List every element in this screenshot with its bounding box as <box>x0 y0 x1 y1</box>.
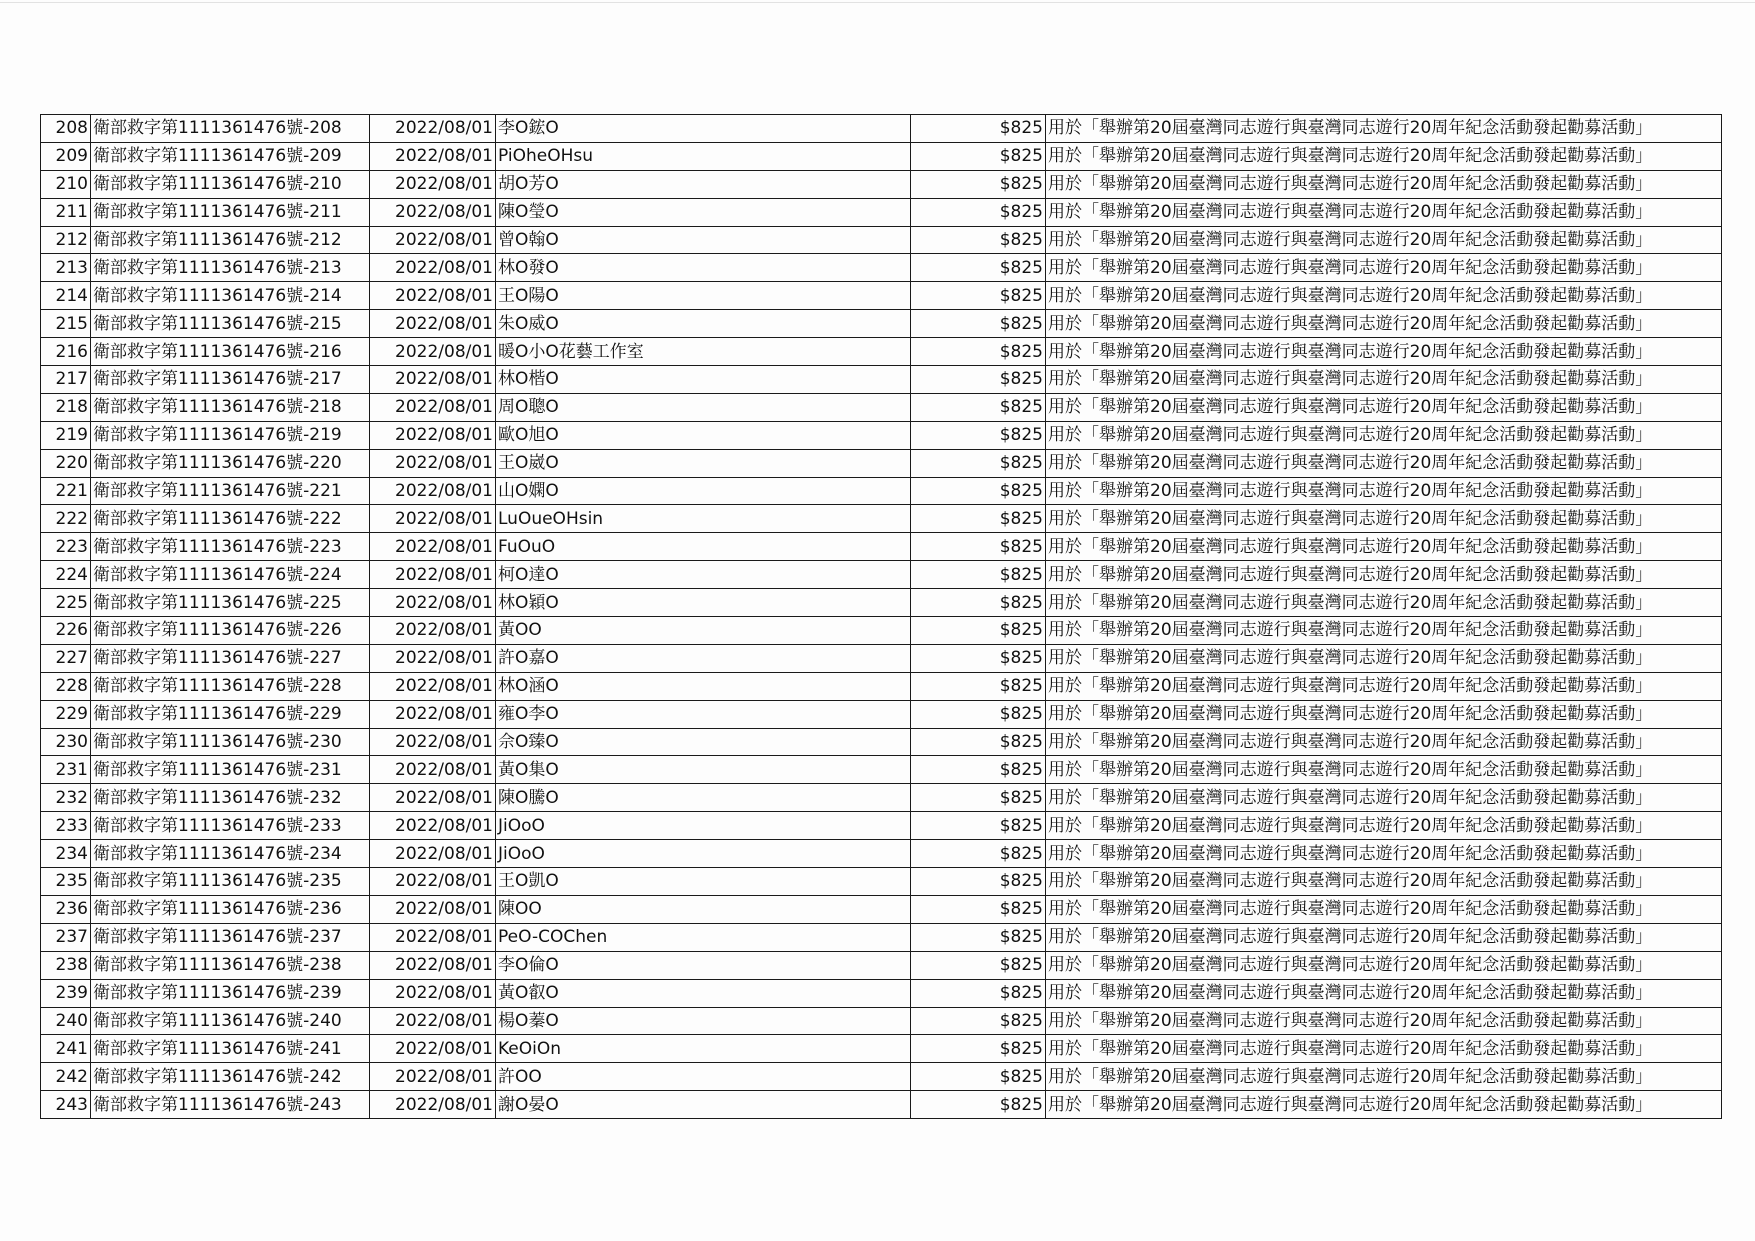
table-row <box>41 868 1722 896</box>
serial-number-cell: 239 <box>41 979 91 1007</box>
amount-cell: $825 <box>911 505 1046 533</box>
amount-cell: $825 <box>911 254 1046 282</box>
amount-cell: $825 <box>911 393 1046 421</box>
serial-number-cell: 242 <box>41 1063 91 1091</box>
table-row <box>41 561 1722 589</box>
purpose-cell: 用於「舉辦第20屆臺灣同志遊行與臺灣同志遊行20周年紀念活動發起勸募活動」 <box>1046 644 1722 672</box>
purpose-cell: 用於「舉辦第20屆臺灣同志遊行與臺灣同志遊行20周年紀念活動發起勸募活動」 <box>1046 142 1722 170</box>
serial-number-cell: 220 <box>41 449 91 477</box>
table-row <box>41 728 1722 756</box>
serial-number-cell: 209 <box>41 142 91 170</box>
donor-name-cell: 許O嘉O <box>496 644 911 672</box>
donor-name-cell: 周O聰O <box>496 393 911 421</box>
table-row <box>41 1063 1722 1091</box>
table-row <box>41 338 1722 366</box>
donor-name-cell: 林O涵O <box>496 672 911 700</box>
date-cell: 2022/08/01 <box>370 226 496 254</box>
date-cell: 2022/08/01 <box>370 951 496 979</box>
receipt-number-cell: 衛部救字第1111361476號-224 <box>91 561 370 589</box>
date-cell: 2022/08/01 <box>370 393 496 421</box>
receipt-number-cell: 衛部救字第1111361476號-235 <box>91 868 370 896</box>
donor-name-cell: 王O凱O <box>496 868 911 896</box>
purpose-cell: 用於「舉辦第20屆臺灣同志遊行與臺灣同志遊行20周年紀念活動發起勸募活動」 <box>1046 617 1722 645</box>
receipt-number-cell: 衛部救字第1111361476號-236 <box>91 895 370 923</box>
amount-cell: $825 <box>911 115 1046 143</box>
donor-name-cell: 黃O叡O <box>496 979 911 1007</box>
receipt-number-cell: 衛部救字第1111361476號-212 <box>91 226 370 254</box>
date-cell: 2022/08/01 <box>370 756 496 784</box>
receipt-number-cell: 衛部救字第1111361476號-223 <box>91 533 370 561</box>
date-cell: 2022/08/01 <box>370 505 496 533</box>
receipt-number-cell: 衛部救字第1111361476號-228 <box>91 672 370 700</box>
date-cell: 2022/08/01 <box>370 533 496 561</box>
date-cell: 2022/08/01 <box>370 198 496 226</box>
donor-name-cell: 許OO <box>496 1063 911 1091</box>
purpose-cell: 用於「舉辦第20屆臺灣同志遊行與臺灣同志遊行20周年紀念活動發起勸募活動」 <box>1046 533 1722 561</box>
serial-number-cell: 236 <box>41 895 91 923</box>
amount-cell: $825 <box>911 449 1046 477</box>
table-row <box>41 533 1722 561</box>
purpose-cell: 用於「舉辦第20屆臺灣同志遊行與臺灣同志遊行20周年紀念活動發起勸募活動」 <box>1046 784 1722 812</box>
table-row <box>41 198 1722 226</box>
receipt-number-cell: 衛部救字第1111361476號-221 <box>91 477 370 505</box>
receipt-number-cell: 衛部救字第1111361476號-226 <box>91 617 370 645</box>
donor-name-cell: 謝O晏O <box>496 1091 911 1119</box>
amount-cell: $825 <box>911 784 1046 812</box>
donor-name-cell: 黃OO <box>496 617 911 645</box>
purpose-cell: 用於「舉辦第20屆臺灣同志遊行與臺灣同志遊行20周年紀念活動發起勸募活動」 <box>1046 338 1722 366</box>
donor-name-cell: 王O崴O <box>496 449 911 477</box>
donor-name-cell: 曾O翰O <box>496 226 911 254</box>
donor-name-cell: PiOheOHsu <box>496 142 911 170</box>
table-row <box>41 840 1722 868</box>
serial-number-cell: 233 <box>41 812 91 840</box>
purpose-cell: 用於「舉辦第20屆臺灣同志遊行與臺灣同志遊行20周年紀念活動發起勸募活動」 <box>1046 868 1722 896</box>
donor-name-cell: FuOuO <box>496 533 911 561</box>
donor-name-cell: 黃O集O <box>496 756 911 784</box>
amount-cell: $825 <box>911 1063 1046 1091</box>
donor-name-cell: 陳O騰O <box>496 784 911 812</box>
table-row <box>41 589 1722 617</box>
date-cell: 2022/08/01 <box>370 868 496 896</box>
donor-name-cell: 楊O蓁O <box>496 1007 911 1035</box>
table-row <box>41 979 1722 1007</box>
amount-cell: $825 <box>911 170 1046 198</box>
amount-cell: $825 <box>911 477 1046 505</box>
amount-cell: $825 <box>911 923 1046 951</box>
serial-number-cell: 231 <box>41 756 91 784</box>
date-cell: 2022/08/01 <box>370 1091 496 1119</box>
serial-number-cell: 232 <box>41 784 91 812</box>
serial-number-cell: 225 <box>41 589 91 617</box>
receipt-number-cell: 衛部救字第1111361476號-238 <box>91 951 370 979</box>
purpose-cell: 用於「舉辦第20屆臺灣同志遊行與臺灣同志遊行20周年紀念活動發起勸募活動」 <box>1046 226 1722 254</box>
donor-name-cell: 陳OO <box>496 895 911 923</box>
date-cell: 2022/08/01 <box>370 366 496 394</box>
table-row <box>41 170 1722 198</box>
date-cell: 2022/08/01 <box>370 338 496 366</box>
date-cell: 2022/08/01 <box>370 421 496 449</box>
table-row <box>41 366 1722 394</box>
serial-number-cell: 223 <box>41 533 91 561</box>
receipt-number-cell: 衛部救字第1111361476號-237 <box>91 923 370 951</box>
amount-cell: $825 <box>911 282 1046 310</box>
amount-cell: $825 <box>911 895 1046 923</box>
serial-number-cell: 219 <box>41 421 91 449</box>
date-cell: 2022/08/01 <box>370 700 496 728</box>
amount-cell: $825 <box>911 1035 1046 1063</box>
date-cell: 2022/08/01 <box>370 840 496 868</box>
donor-name-cell: 雍O李O <box>496 700 911 728</box>
amount-cell: $825 <box>911 421 1046 449</box>
date-cell: 2022/08/01 <box>370 728 496 756</box>
serial-number-cell: 222 <box>41 505 91 533</box>
table-row <box>41 1035 1722 1063</box>
table-row <box>41 672 1722 700</box>
receipt-number-cell: 衛部救字第1111361476號-227 <box>91 644 370 672</box>
donor-name-cell: 歐O旭O <box>496 421 911 449</box>
donor-name-cell: 王O陽O <box>496 282 911 310</box>
amount-cell: $825 <box>911 868 1046 896</box>
amount-cell: $825 <box>911 700 1046 728</box>
amount-cell: $825 <box>911 561 1046 589</box>
table-row <box>41 644 1722 672</box>
table-row <box>41 923 1722 951</box>
donor-name-cell: 李O倫O <box>496 951 911 979</box>
purpose-cell: 用於「舉辦第20屆臺灣同志遊行與臺灣同志遊行20周年紀念活動發起勸募活動」 <box>1046 561 1722 589</box>
receipt-number-cell: 衛部救字第1111361476號-217 <box>91 366 370 394</box>
amount-cell: $825 <box>911 589 1046 617</box>
receipt-number-cell: 衛部救字第1111361476號-241 <box>91 1035 370 1063</box>
table-row <box>41 951 1722 979</box>
receipt-number-cell: 衛部救字第1111361476號-230 <box>91 728 370 756</box>
donor-name-cell: 林O穎O <box>496 589 911 617</box>
table-row <box>41 421 1722 449</box>
amount-cell: $825 <box>911 728 1046 756</box>
serial-number-cell: 227 <box>41 644 91 672</box>
table-row <box>41 700 1722 728</box>
amount-cell: $825 <box>911 1091 1046 1119</box>
date-cell: 2022/08/01 <box>370 282 496 310</box>
table-row <box>41 1091 1722 1119</box>
purpose-cell: 用於「舉辦第20屆臺灣同志遊行與臺灣同志遊行20周年紀念活動發起勸募活動」 <box>1046 672 1722 700</box>
date-cell: 2022/08/01 <box>370 1035 496 1063</box>
serial-number-cell: 230 <box>41 728 91 756</box>
receipt-number-cell: 衛部救字第1111361476號-222 <box>91 505 370 533</box>
purpose-cell: 用於「舉辦第20屆臺灣同志遊行與臺灣同志遊行20周年紀念活動發起勸募活動」 <box>1046 282 1722 310</box>
receipt-number-cell: 衛部救字第1111361476號-229 <box>91 700 370 728</box>
donor-name-cell: 山O嫻O <box>496 477 911 505</box>
purpose-cell: 用於「舉辦第20屆臺灣同志遊行與臺灣同志遊行20周年紀念活動發起勸募活動」 <box>1046 979 1722 1007</box>
date-cell: 2022/08/01 <box>370 254 496 282</box>
receipt-number-cell: 衛部救字第1111361476號-216 <box>91 338 370 366</box>
amount-cell: $825 <box>911 812 1046 840</box>
purpose-cell: 用於「舉辦第20屆臺灣同志遊行與臺灣同志遊行20周年紀念活動發起勸募活動」 <box>1046 951 1722 979</box>
serial-number-cell: 216 <box>41 338 91 366</box>
date-cell: 2022/08/01 <box>370 477 496 505</box>
serial-number-cell: 212 <box>41 226 91 254</box>
receipt-number-cell: 衛部救字第1111361476號-243 <box>91 1091 370 1119</box>
purpose-cell: 用於「舉辦第20屆臺灣同志遊行與臺灣同志遊行20周年紀念活動發起勸募活動」 <box>1046 170 1722 198</box>
serial-number-cell: 229 <box>41 700 91 728</box>
serial-number-cell: 208 <box>41 115 91 143</box>
amount-cell: $825 <box>911 198 1046 226</box>
amount-cell: $825 <box>911 142 1046 170</box>
date-cell: 2022/08/01 <box>370 617 496 645</box>
date-cell: 2022/08/01 <box>370 979 496 1007</box>
scan-edge-line <box>0 2 1755 3</box>
amount-cell: $825 <box>911 979 1046 1007</box>
serial-number-cell: 215 <box>41 310 91 338</box>
date-cell: 2022/08/01 <box>370 449 496 477</box>
receipt-number-cell: 衛部救字第1111361476號-234 <box>91 840 370 868</box>
table-row <box>41 226 1722 254</box>
purpose-cell: 用於「舉辦第20屆臺灣同志遊行與臺灣同志遊行20周年紀念活動發起勸募活動」 <box>1046 505 1722 533</box>
date-cell: 2022/08/01 <box>370 1063 496 1091</box>
serial-number-cell: 217 <box>41 366 91 394</box>
purpose-cell: 用於「舉辦第20屆臺灣同志遊行與臺灣同志遊行20周年紀念活動發起勸募活動」 <box>1046 310 1722 338</box>
serial-number-cell: 241 <box>41 1035 91 1063</box>
receipt-number-cell: 衛部救字第1111361476號-218 <box>91 393 370 421</box>
receipt-number-cell: 衛部救字第1111361476號-239 <box>91 979 370 1007</box>
receipt-number-cell: 衛部救字第1111361476號-208 <box>91 115 370 143</box>
receipt-number-cell: 衛部救字第1111361476號-220 <box>91 449 370 477</box>
amount-cell: $825 <box>911 338 1046 366</box>
purpose-cell: 用於「舉辦第20屆臺灣同志遊行與臺灣同志遊行20周年紀念活動發起勸募活動」 <box>1046 254 1722 282</box>
receipt-number-cell: 衛部救字第1111361476號-225 <box>91 589 370 617</box>
purpose-cell: 用於「舉辦第20屆臺灣同志遊行與臺灣同志遊行20周年紀念活動發起勸募活動」 <box>1046 728 1722 756</box>
receipt-number-cell: 衛部救字第1111361476號-240 <box>91 1007 370 1035</box>
date-cell: 2022/08/01 <box>370 589 496 617</box>
ledger-body <box>41 115 1722 1119</box>
purpose-cell: 用於「舉辦第20屆臺灣同志遊行與臺灣同志遊行20周年紀念活動發起勸募活動」 <box>1046 895 1722 923</box>
table-row <box>41 310 1722 338</box>
donation-ledger-table <box>40 114 1722 1119</box>
amount-cell: $825 <box>911 310 1046 338</box>
table-row <box>41 393 1722 421</box>
receipt-number-cell: 衛部救字第1111361476號-209 <box>91 142 370 170</box>
serial-number-cell: 228 <box>41 672 91 700</box>
amount-cell: $825 <box>911 951 1046 979</box>
purpose-cell: 用於「舉辦第20屆臺灣同志遊行與臺灣同志遊行20周年紀念活動發起勸募活動」 <box>1046 449 1722 477</box>
date-cell: 2022/08/01 <box>370 672 496 700</box>
donor-name-cell: 朱O威O <box>496 310 911 338</box>
serial-number-cell: 240 <box>41 1007 91 1035</box>
date-cell: 2022/08/01 <box>370 142 496 170</box>
date-cell: 2022/08/01 <box>370 923 496 951</box>
table-row <box>41 784 1722 812</box>
table-row <box>41 812 1722 840</box>
table-row <box>41 1007 1722 1035</box>
amount-cell: $825 <box>911 366 1046 394</box>
purpose-cell: 用於「舉辦第20屆臺灣同志遊行與臺灣同志遊行20周年紀念活動發起勸募活動」 <box>1046 840 1722 868</box>
serial-number-cell: 234 <box>41 840 91 868</box>
table-row <box>41 617 1722 645</box>
table-row <box>41 505 1722 533</box>
donor-name-cell: LuOueOHsin <box>496 505 911 533</box>
donor-name-cell: 李O鋐O <box>496 115 911 143</box>
date-cell: 2022/08/01 <box>370 784 496 812</box>
table-row <box>41 142 1722 170</box>
amount-cell: $825 <box>911 644 1046 672</box>
table-row <box>41 477 1722 505</box>
table-row <box>41 895 1722 923</box>
amount-cell: $825 <box>911 226 1046 254</box>
table-row <box>41 282 1722 310</box>
purpose-cell: 用於「舉辦第20屆臺灣同志遊行與臺灣同志遊行20周年紀念活動發起勸募活動」 <box>1046 366 1722 394</box>
purpose-cell: 用於「舉辦第20屆臺灣同志遊行與臺灣同志遊行20周年紀念活動發起勸募活動」 <box>1046 115 1722 143</box>
serial-number-cell: 213 <box>41 254 91 282</box>
amount-cell: $825 <box>911 756 1046 784</box>
date-cell: 2022/08/01 <box>370 170 496 198</box>
serial-number-cell: 235 <box>41 868 91 896</box>
purpose-cell: 用於「舉辦第20屆臺灣同志遊行與臺灣同志遊行20周年紀念活動發起勸募活動」 <box>1046 700 1722 728</box>
donor-name-cell: JiOoO <box>496 840 911 868</box>
date-cell: 2022/08/01 <box>370 561 496 589</box>
purpose-cell: 用於「舉辦第20屆臺灣同志遊行與臺灣同志遊行20周年紀念活動發起勸募活動」 <box>1046 477 1722 505</box>
serial-number-cell: 224 <box>41 561 91 589</box>
date-cell: 2022/08/01 <box>370 812 496 840</box>
serial-number-cell: 238 <box>41 951 91 979</box>
date-cell: 2022/08/01 <box>370 1007 496 1035</box>
purpose-cell: 用於「舉辦第20屆臺灣同志遊行與臺灣同志遊行20周年紀念活動發起勸募活動」 <box>1046 1035 1722 1063</box>
table-row <box>41 115 1722 143</box>
donor-name-cell: 胡O芳O <box>496 170 911 198</box>
table-row <box>41 756 1722 784</box>
amount-cell: $825 <box>911 617 1046 645</box>
serial-number-cell: 211 <box>41 198 91 226</box>
amount-cell: $825 <box>911 840 1046 868</box>
purpose-cell: 用於「舉辦第20屆臺灣同志遊行與臺灣同志遊行20周年紀念活動發起勸募活動」 <box>1046 421 1722 449</box>
table-row <box>41 449 1722 477</box>
date-cell: 2022/08/01 <box>370 644 496 672</box>
date-cell: 2022/08/01 <box>370 115 496 143</box>
receipt-number-cell: 衛部救字第1111361476號-242 <box>91 1063 370 1091</box>
serial-number-cell: 214 <box>41 282 91 310</box>
receipt-number-cell: 衛部救字第1111361476號-210 <box>91 170 370 198</box>
donor-name-cell: 柯O達O <box>496 561 911 589</box>
purpose-cell: 用於「舉辦第20屆臺灣同志遊行與臺灣同志遊行20周年紀念活動發起勸募活動」 <box>1046 198 1722 226</box>
donor-name-cell: PeO-COChen <box>496 923 911 951</box>
serial-number-cell: 221 <box>41 477 91 505</box>
serial-number-cell: 218 <box>41 393 91 421</box>
receipt-number-cell: 衛部救字第1111361476號-231 <box>91 756 370 784</box>
purpose-cell: 用於「舉辦第20屆臺灣同志遊行與臺灣同志遊行20周年紀念活動發起勸募活動」 <box>1046 756 1722 784</box>
receipt-number-cell: 衛部救字第1111361476號-214 <box>91 282 370 310</box>
receipt-number-cell: 衛部救字第1111361476號-211 <box>91 198 370 226</box>
amount-cell: $825 <box>911 672 1046 700</box>
serial-number-cell: 226 <box>41 617 91 645</box>
receipt-number-cell: 衛部救字第1111361476號-213 <box>91 254 370 282</box>
purpose-cell: 用於「舉辦第20屆臺灣同志遊行與臺灣同志遊行20周年紀念活動發起勸募活動」 <box>1046 1063 1722 1091</box>
serial-number-cell: 243 <box>41 1091 91 1119</box>
donor-name-cell: 陳O瑩O <box>496 198 911 226</box>
donor-name-cell: JiOoO <box>496 812 911 840</box>
serial-number-cell: 237 <box>41 923 91 951</box>
purpose-cell: 用於「舉辦第20屆臺灣同志遊行與臺灣同志遊行20周年紀念活動發起勸募活動」 <box>1046 393 1722 421</box>
donor-name-cell: KeOiOn <box>496 1035 911 1063</box>
table-row <box>41 254 1722 282</box>
serial-number-cell: 210 <box>41 170 91 198</box>
receipt-number-cell: 衛部救字第1111361476號-215 <box>91 310 370 338</box>
amount-cell: $825 <box>911 1007 1046 1035</box>
receipt-number-cell: 衛部救字第1111361476號-219 <box>91 421 370 449</box>
purpose-cell: 用於「舉辦第20屆臺灣同志遊行與臺灣同志遊行20周年紀念活動發起勸募活動」 <box>1046 1007 1722 1035</box>
date-cell: 2022/08/01 <box>370 310 496 338</box>
purpose-cell: 用於「舉辦第20屆臺灣同志遊行與臺灣同志遊行20周年紀念活動發起勸募活動」 <box>1046 923 1722 951</box>
donor-name-cell: 林O發O <box>496 254 911 282</box>
purpose-cell: 用於「舉辦第20屆臺灣同志遊行與臺灣同志遊行20周年紀念活動發起勸募活動」 <box>1046 589 1722 617</box>
receipt-number-cell: 衛部救字第1111361476號-232 <box>91 784 370 812</box>
donor-name-cell: 林O楷O <box>496 366 911 394</box>
date-cell: 2022/08/01 <box>370 895 496 923</box>
donor-name-cell: 暖O小O花藝工作室 <box>496 338 911 366</box>
purpose-cell: 用於「舉辦第20屆臺灣同志遊行與臺灣同志遊行20周年紀念活動發起勸募活動」 <box>1046 812 1722 840</box>
amount-cell: $825 <box>911 533 1046 561</box>
purpose-cell: 用於「舉辦第20屆臺灣同志遊行與臺灣同志遊行20周年紀念活動發起勸募活動」 <box>1046 1091 1722 1119</box>
donor-name-cell: 佘O臻O <box>496 728 911 756</box>
receipt-number-cell: 衛部救字第1111361476號-233 <box>91 812 370 840</box>
